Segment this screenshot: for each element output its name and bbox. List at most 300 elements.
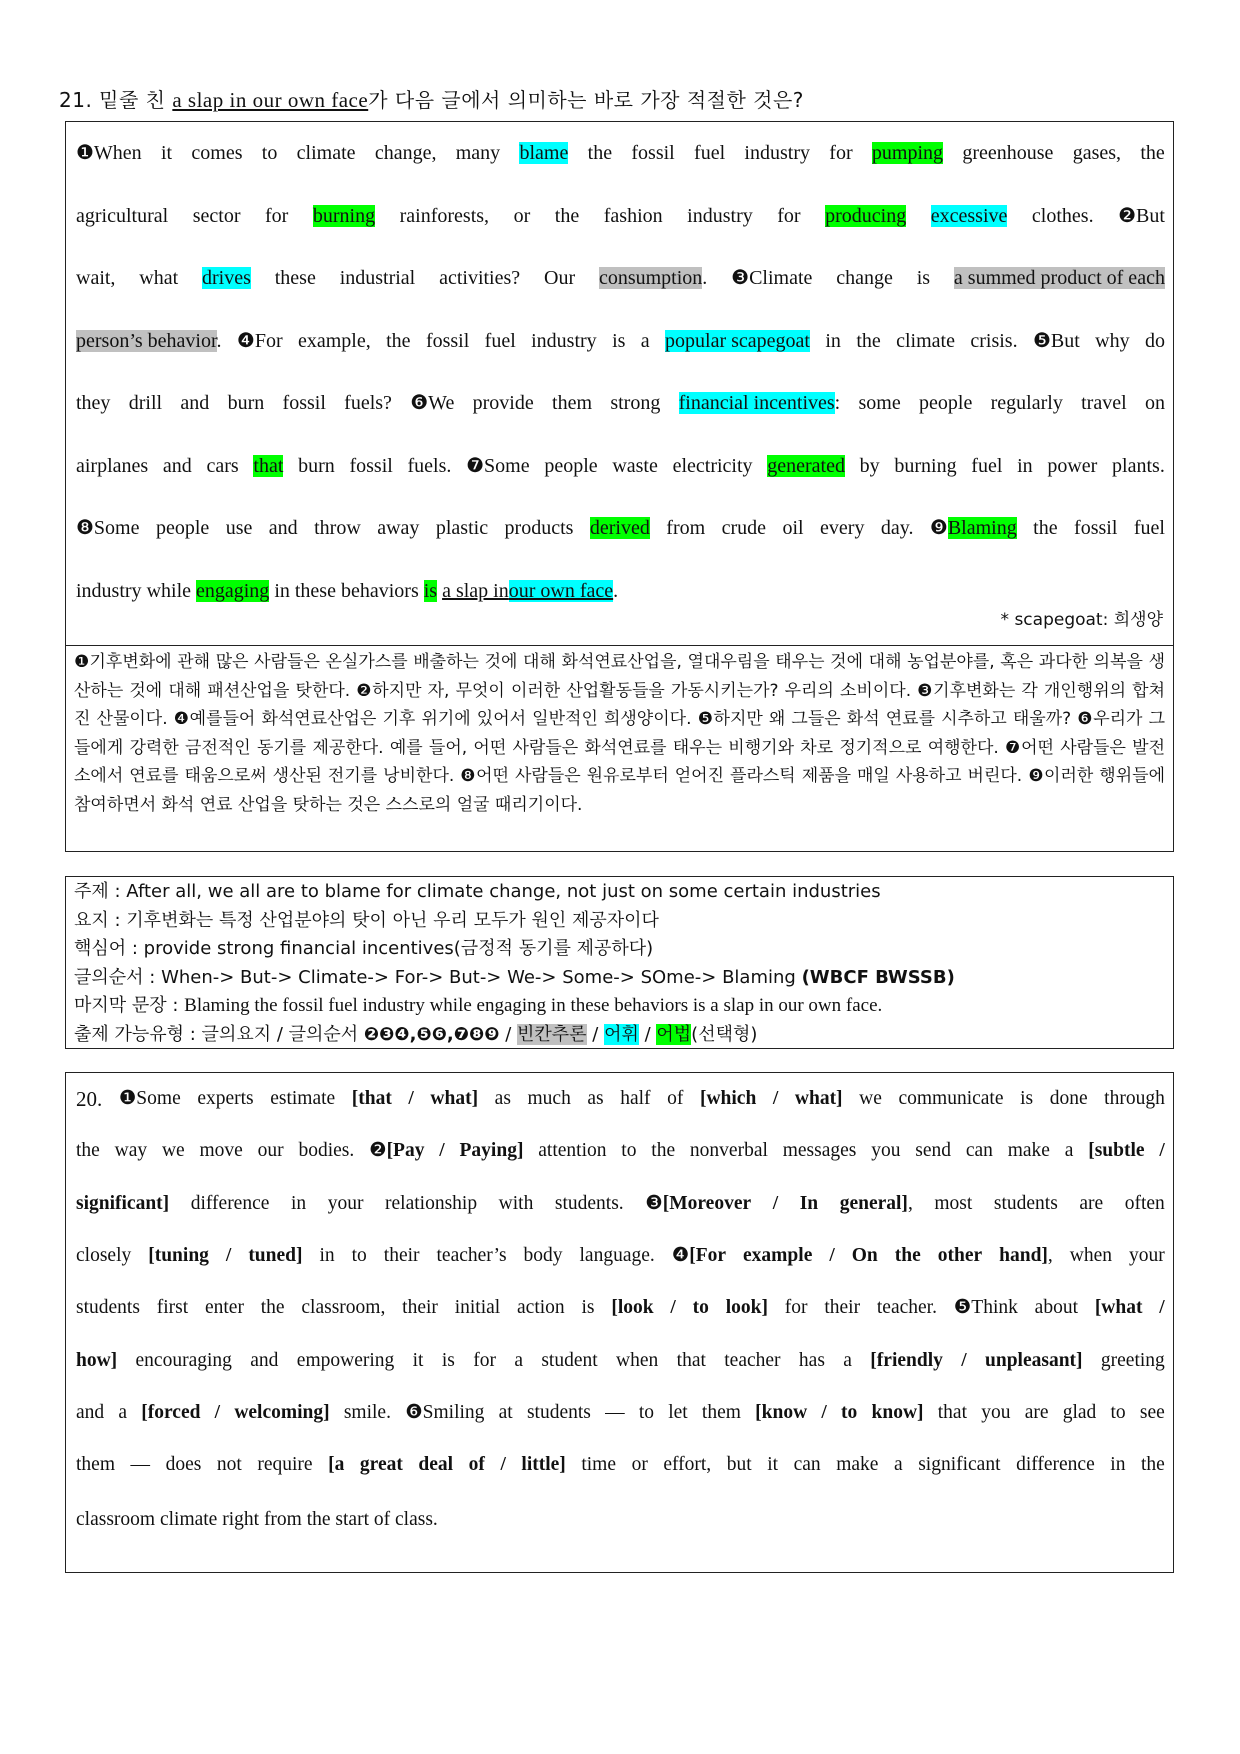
word [538,1122,606,1180]
word [1070,1227,1112,1285]
word [859,372,901,435]
text: students [526,1401,591,1423]
text: change, [374,142,437,164]
keyword-label: 핵심어 : [74,938,144,960]
text: messages [782,1140,857,1162]
text: attention [538,1140,607,1162]
text: let [668,1401,688,1423]
word [76,1332,117,1390]
highlighted-text: excessive [930,204,1008,227]
word [620,1070,650,1128]
word [1032,185,1094,248]
text: cars [206,454,239,477]
passage-line [76,1334,1165,1386]
highlighted-text: our own face [508,579,614,602]
word [206,435,238,498]
word [228,372,265,435]
text: rainforests, [399,204,490,227]
passage-20-box [65,1072,1174,1573]
word [264,1509,302,1530]
word [485,310,516,373]
highlighted-text: know] [871,1401,924,1423]
word [76,247,115,310]
text: fossil [349,454,393,477]
word [527,1384,591,1442]
passage-line [76,372,1165,435]
highlighted-text: / [408,1088,414,1110]
highlighted-text: / [225,1245,232,1267]
word [918,1436,1000,1494]
highlighted-text: [which [699,1088,757,1110]
word [314,497,361,560]
word [297,1332,394,1390]
text: classroom [76,1509,156,1531]
word [161,122,172,185]
text: closely [76,1245,132,1267]
text: with [498,1192,534,1214]
word [1008,1122,1050,1180]
text: to [638,1401,654,1423]
word [319,1227,334,1285]
word [555,1175,624,1233]
word [369,1122,424,1180]
highlighted-text: / [772,1088,779,1110]
word [131,1436,151,1494]
text: does [165,1454,202,1476]
text: , [907,1192,913,1214]
word [139,247,178,310]
highlighted-text: [look [611,1297,654,1319]
passage-line [76,1282,1165,1334]
word [76,435,148,498]
passage-line [76,1387,1165,1439]
word [881,497,914,560]
text: it [160,142,173,164]
word [1159,1122,1164,1180]
text: is [612,329,626,352]
text: our [257,1140,284,1162]
word [514,1332,523,1390]
text: climate [896,329,955,352]
word [297,122,356,185]
word [395,1509,438,1530]
word [915,1122,951,1180]
word [197,1070,253,1128]
highlighted-text: / [439,1140,445,1162]
highlighted-text: [know [755,1401,808,1423]
word [604,185,663,248]
word [374,1509,390,1530]
text: regularly [990,392,1063,414]
highlighted-text: / [1159,1140,1165,1162]
word [1141,1436,1165,1494]
word [795,1070,843,1128]
highlighted-text: blame [519,142,569,164]
text: that [937,1401,967,1423]
text: change [836,267,893,289]
word [1050,1070,1088,1128]
word [386,310,410,373]
word [611,1279,653,1337]
text: greenhouse [962,142,1054,164]
word [76,1279,140,1337]
text: your [327,1192,364,1214]
word [870,1332,943,1390]
text: estimate [270,1088,336,1110]
word [931,185,1008,248]
word [136,1332,232,1390]
word [894,1436,903,1494]
word [702,1384,741,1442]
word [460,1122,524,1180]
word [994,1175,1058,1233]
text: are [1079,1192,1104,1214]
word [700,1070,756,1128]
text: done [1049,1088,1088,1110]
translation-21-box [65,645,1174,852]
word [257,1436,312,1494]
word [156,497,209,560]
text: to [621,1140,637,1162]
word [418,1436,453,1494]
word [727,1436,752,1494]
word [237,310,283,373]
word [1065,1122,1074,1180]
word [291,1175,306,1233]
word [767,435,845,498]
types-label: 출제 가능유형 : 글의요지 / 글의순서 [74,1023,364,1045]
text: encouraging [135,1349,232,1371]
word [938,1384,967,1442]
word [217,1436,242,1494]
text: them [552,392,593,414]
word [825,310,841,373]
word [261,1279,285,1337]
word [202,247,251,310]
word [894,435,956,498]
title-prefix: 21. 밑줄 친 [59,88,173,112]
word [262,122,278,185]
word [344,372,392,435]
text: your [1129,1245,1165,1267]
word [298,435,335,498]
word [667,1070,683,1128]
text: by [859,454,880,477]
word [544,435,597,498]
text: for [473,1349,496,1371]
word [1095,310,1129,373]
word [1129,1227,1165,1285]
word [375,122,437,185]
word [836,1436,878,1494]
word [744,122,810,185]
word [215,1384,220,1442]
word [1140,122,1164,185]
highlighted-text: what] [430,1088,479,1110]
word [196,580,269,602]
word [413,1332,424,1390]
word [970,310,1017,373]
separator: / [638,1023,657,1045]
word [253,435,283,498]
text: communicate [898,1088,1004,1110]
highlighted-text: burning [312,204,376,227]
text: industry [687,204,753,227]
text: industry [744,142,810,164]
summary-gist [74,907,1165,936]
word [424,580,437,602]
word [612,310,625,373]
word [821,1384,826,1442]
word [898,1070,1003,1128]
word [852,1227,878,1285]
text: every [820,517,865,539]
text: difference [190,1192,270,1214]
word [1140,1384,1165,1442]
text: and [76,1401,105,1423]
text: the [386,329,411,352]
word [872,122,943,185]
text: most [934,1192,973,1214]
highlighted-text: / [829,1245,835,1267]
text: start [335,1509,369,1531]
word [528,1070,571,1128]
word [999,1227,1053,1285]
word [400,185,489,248]
word [76,580,142,602]
text: through [1104,1088,1165,1110]
word [442,580,618,602]
word [298,310,371,373]
word [966,1122,993,1180]
word [442,1332,455,1390]
highlighted-text: pumping [871,142,944,164]
word [141,1384,200,1442]
passage-line [76,1073,1165,1125]
text: burn [227,392,265,414]
type-vocabulary: 어휘 [604,1023,639,1045]
text: often [1124,1192,1165,1214]
word [679,372,841,435]
text: ❹ [671,1245,690,1267]
text: burning [894,454,957,477]
highlighted-text: a slap in [442,579,509,602]
text: fossil [631,142,675,164]
word [541,1332,597,1390]
text: fuels? [344,392,392,414]
passage-line [76,497,1165,560]
word [938,1227,982,1285]
text: a [514,1349,523,1371]
word [295,580,336,602]
text: see [1139,1401,1165,1423]
text: example, [298,329,371,352]
highlighted-text: [Pay [386,1140,425,1162]
text: it [767,1454,779,1476]
word [552,372,592,435]
text: fossil [282,392,326,414]
text: and [268,517,298,539]
word [377,497,419,560]
word [693,1279,709,1337]
word [985,1332,1083,1390]
word [473,1332,496,1390]
text: relationship [385,1192,478,1214]
highlighted-text: / [214,1401,221,1423]
text: as [494,1088,511,1110]
word [971,435,1002,498]
text: in [1110,1454,1126,1476]
highlighted-text: / [772,1192,779,1214]
word [777,185,800,248]
text: that [676,1349,706,1371]
text: ❶When [76,142,142,164]
word [352,1227,367,1285]
text: the [856,329,881,352]
text: the [587,142,613,164]
text: experts [197,1088,254,1110]
word [514,185,531,248]
highlighted-text: the [894,1245,921,1267]
text: agricultural [76,204,169,227]
word [335,1509,369,1530]
word [519,122,568,185]
text: is [441,1349,455,1371]
highlighted-text: [what [1094,1297,1143,1319]
word [555,185,579,248]
text: greeting [1100,1349,1165,1371]
text: the [1141,1454,1165,1476]
text: while [146,579,191,602]
word [1033,310,1080,373]
word [1016,1436,1095,1494]
text: in [274,579,290,602]
word [283,372,326,435]
word [147,580,191,602]
text: is [1020,1088,1034,1110]
word [1033,497,1057,560]
text: or [631,1454,648,1476]
word [724,1332,780,1390]
word [162,1122,185,1180]
highlighted-text: popular scapegoat [665,329,810,352]
passage-line [76,1125,1165,1177]
text: ❺Think [953,1297,1018,1319]
passage-21-box [65,121,1174,646]
gist-text: 기후변화는 특정 산업분야의 탓이 아닌 우리 모두가 원인 제공자이다 [126,909,659,931]
word [841,1384,857,1442]
text: smile. [343,1401,391,1423]
word [641,310,650,373]
word [1025,1384,1049,1442]
highlighted-text: to [841,1401,858,1423]
text: the [260,1297,285,1319]
highlighted-text: great [359,1454,403,1476]
text: the [554,204,580,227]
translation-text: ❶기후변화에 관해 많은 사람들은 온실가스를 배출하는 것에 대해 화석연료산업을, 열대우림을 태우는 것에 대해 농업분야를, 혹은 과다한 의복을 생산하는 것에 대해 패션산업을 탓한다. ❷하지만 자, 무엇이 이러한 산업활동들을 가동시키는가? 우리의 소비이다. ❸기후변화는 각 개인행위의 합쳐진 산물이다. ❹예를들어 화석연료산업은 기후 위기에 있어서 일반적인 희생양이다. ❺하지만 왜 그들은 화석 연료를 시추하고 태울까? ❻우리가 그들에게 강력한 금전적인 동기를 제공한다. 예를 들어, 어떤 사람들은 화석연료를 태우는 비행기와 차로 정기적으로 여행한다. ❼어떤 사람들은 발전소에서 연료를 태움으로써 생산된 전기를 낭비한다. ❽어떤 사람들은 원유로부터 얻어진 플라스틱 제품을 매일 사용하고 버린다. ❾이러한 행위들에 참여하면서 화석 연료 산업을 탓하는 것은 스스로의 얼굴 때리기이다. [74,652,1165,815]
highlighted-text: that [253,454,284,477]
text: day. [880,517,914,539]
text: but [726,1454,752,1476]
word [731,247,812,310]
order-text: When-> But-> Climate-> For-> But-> We-> Some-> SOme-> Blaming [161,966,802,988]
text: people [155,517,210,539]
word [307,1509,331,1530]
word [466,435,530,498]
order-label: 글의순서 : [74,966,162,988]
text: you [871,1140,901,1162]
text: empowering [296,1349,395,1371]
word [783,1122,857,1180]
word [248,1227,302,1285]
highlighted-text: deal [418,1454,454,1476]
text: glad [1062,1401,1097,1423]
word [755,1384,807,1442]
text: travel [1081,392,1127,414]
text: are [1024,1401,1049,1423]
word [767,1436,778,1494]
text: use [225,517,253,539]
highlighted-text: consumption [598,267,703,289]
text: some [858,392,901,414]
text: effort, [663,1454,712,1476]
word [799,1332,825,1390]
text: gases, [1072,142,1122,164]
word [1074,497,1117,560]
gist-label: 요지 : [74,909,127,931]
word [1017,435,1033,498]
text: ❸Climate [731,267,813,289]
word [860,435,880,498]
passage-line [76,1491,1165,1543]
word [1079,1175,1103,1233]
word [785,1279,808,1337]
word [119,1070,181,1128]
text: in [290,1192,307,1214]
word [896,310,955,373]
word [269,497,298,560]
text: fashion [603,204,663,227]
text: and [250,1349,279,1371]
text: ❺But [1032,329,1080,352]
text: the [1140,142,1165,164]
word [687,185,753,248]
word [581,1436,616,1494]
topic-label: 주제 : [74,881,127,902]
word [1118,185,1165,248]
text: many [455,142,501,164]
text: not [216,1454,242,1476]
text: a [843,1349,852,1371]
text: strong [610,392,661,414]
word [166,1436,202,1494]
highlighted-text: significant] [76,1192,170,1214]
word [436,497,488,560]
type-blank-inference: 빈칸추론 [517,1023,587,1045]
text: is [581,1297,595,1319]
passage-line [76,1178,1165,1230]
word [1081,372,1127,435]
word [616,1332,658,1390]
word [426,310,469,373]
highlighted-text: / [670,1297,676,1319]
highlighted-text: example [743,1245,813,1267]
text: enter [204,1297,244,1319]
highlighted-text: / [961,1349,967,1371]
word [157,1279,188,1337]
word [439,1122,444,1180]
text: a [118,1401,128,1423]
